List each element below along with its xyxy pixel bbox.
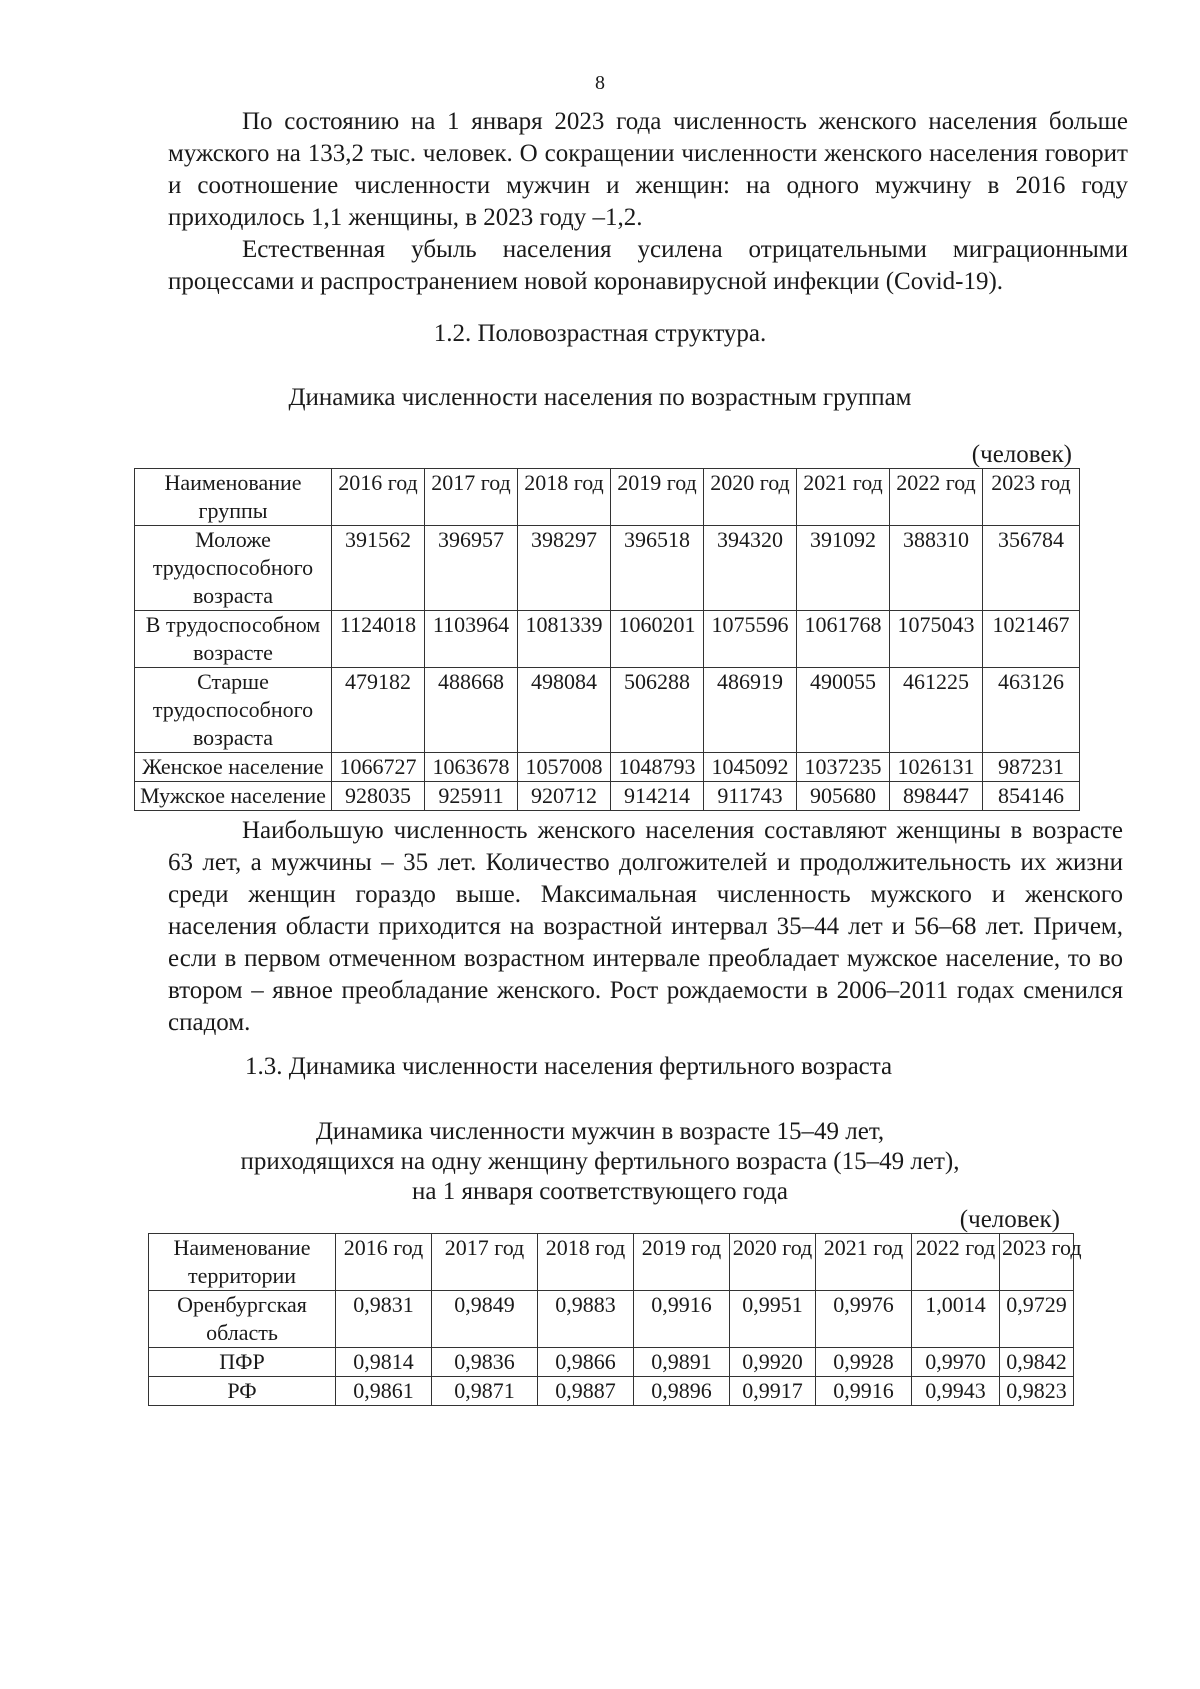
value-cell: 1048793: [611, 753, 704, 782]
value-cell: 914214: [611, 782, 704, 811]
column-header-name: Наименование территории: [149, 1234, 336, 1291]
value-cell: 486919: [704, 668, 797, 753]
row-label-cell: ПФР: [149, 1348, 336, 1377]
page-number: 8: [595, 72, 605, 94]
value-cell: 920712: [518, 782, 611, 811]
column-header-year: 2019 год: [634, 1234, 730, 1291]
column-header-year: 2016 год: [336, 1234, 432, 1291]
value-cell: 1061768: [797, 611, 890, 668]
table-row: [135, 526, 1080, 611]
value-cell: 463126: [983, 668, 1080, 753]
row-label-cell: Оренбургская область: [149, 1291, 336, 1348]
value-cell: 0,9831: [336, 1291, 432, 1348]
value-cell: 1063678: [425, 753, 518, 782]
value-cell: 0,9814: [336, 1348, 432, 1377]
column-header-year: 2019 год: [611, 469, 704, 526]
row-label-cell: РФ: [149, 1377, 336, 1406]
column-header-year: 2017 год: [425, 469, 518, 526]
value-cell: 0,9842: [1000, 1348, 1074, 1377]
column-header-year: 2023 год: [983, 469, 1080, 526]
column-header-year: 2021 год: [797, 469, 890, 526]
value-cell: 394320: [704, 526, 797, 611]
table-row: [149, 1291, 1074, 1348]
value-cell: 498084: [518, 668, 611, 753]
value-cell: 0,9871: [432, 1377, 538, 1406]
table-row: [135, 782, 1080, 811]
value-cell: 391562: [332, 526, 425, 611]
table-row: [135, 753, 1080, 782]
value-cell: 479182: [332, 668, 425, 753]
column-header-year: 2016 год: [332, 469, 425, 526]
column-header-year: 2023 год: [1000, 1234, 1074, 1291]
row-label-cell: Моложе трудоспособного возраста: [135, 526, 332, 611]
value-cell: 1103964: [425, 611, 518, 668]
table-row: [135, 611, 1080, 668]
value-cell: 398297: [518, 526, 611, 611]
column-header-year: 2020 год: [730, 1234, 816, 1291]
row-label-cell: Женское население: [135, 753, 332, 782]
value-cell: 388310: [890, 526, 983, 611]
table2-title-line-3: на 1 января соответствующего года: [412, 1178, 788, 1205]
value-cell: 911743: [704, 782, 797, 811]
value-cell: 1,0014: [912, 1291, 1000, 1348]
table-row: [135, 668, 1080, 753]
value-cell: 506288: [611, 668, 704, 753]
value-cell: 0,9976: [816, 1291, 912, 1348]
value-cell: 1066727: [332, 753, 425, 782]
value-cell: 905680: [797, 782, 890, 811]
value-cell: 1026131: [890, 753, 983, 782]
row-label-cell: Мужское население: [135, 782, 332, 811]
section-1-2-paragraph: Наибольшую численность женского населения составляют женщины в возрасте 63 лет, а мужчины – 35 лет. Количество долгожителей и продолжительность их жизни среди женщин гораздо выше. Максимальная численность мужского и женского населения области приходится на возрастной интервал 35–44 лет и 56–68 лет. Причем, если в первом отмеченном возрастном интервале преобладает мужское население, то во втором – явное преобладание женского. Рост рождаемости в 2006–2011 годах сменился спадом.: [168, 817, 1123, 1036]
table-header-row: [135, 469, 1080, 526]
value-cell: 1081339: [518, 611, 611, 668]
row-label-cell: Старше трудоспособного возраста: [135, 668, 332, 753]
table1-title: Динамика численности населения по возрастным группам: [288, 384, 912, 411]
value-cell: 0,9866: [538, 1348, 634, 1377]
age-groups-table: [134, 468, 1080, 811]
value-cell: 0,9896: [634, 1377, 730, 1406]
value-cell: 0,9928: [816, 1348, 912, 1377]
value-cell: 0,9970: [912, 1348, 1000, 1377]
value-cell: 0,9917: [730, 1377, 816, 1406]
value-cell: 490055: [797, 668, 890, 753]
section-heading-1-2: 1.2. Половозрастная структура.: [433, 320, 767, 347]
value-cell: 0,9951: [730, 1291, 816, 1348]
value-cell: 925911: [425, 782, 518, 811]
value-cell: 0,9943: [912, 1377, 1000, 1406]
column-header-year: 2022 год: [890, 469, 983, 526]
value-cell: 0,9836: [432, 1348, 538, 1377]
fertile-age-table: [148, 1233, 1082, 1406]
value-cell: 391092: [797, 526, 890, 611]
table2-unit: (человек): [959, 1206, 1060, 1233]
value-cell: 1075043: [890, 611, 983, 668]
table-header-row: [149, 1234, 1074, 1291]
column-header-year: 2021 год: [816, 1234, 912, 1291]
value-cell: 0,9823: [1000, 1377, 1074, 1406]
value-cell: 928035: [332, 782, 425, 811]
value-cell: 0,9920: [730, 1348, 816, 1377]
value-cell: 1045092: [704, 753, 797, 782]
value-cell: 1060201: [611, 611, 704, 668]
value-cell: 0,9891: [634, 1348, 730, 1377]
column-header-year: 2017 год: [432, 1234, 538, 1291]
value-cell: 0,9729: [1000, 1291, 1074, 1348]
value-cell: 396518: [611, 526, 704, 611]
value-cell: 461225: [890, 668, 983, 753]
value-cell: 0,9916: [816, 1377, 912, 1406]
section-heading-1-3: 1.3. Динамика численности населения фертильного возраста: [245, 1053, 893, 1080]
value-cell: 0,9849: [432, 1291, 538, 1348]
value-cell: 1021467: [983, 611, 1080, 668]
column-header-year: 2018 год: [538, 1234, 634, 1291]
value-cell: 987231: [983, 753, 1080, 782]
table1-unit: (человек): [971, 441, 1072, 468]
value-cell: 854146: [983, 782, 1080, 811]
value-cell: 396957: [425, 526, 518, 611]
value-cell: 488668: [425, 668, 518, 753]
value-cell: 1075596: [704, 611, 797, 668]
value-cell: 1037235: [797, 753, 890, 782]
value-cell: 356784: [983, 526, 1080, 611]
column-header-year: 2020 год: [704, 469, 797, 526]
table2-title-line-1: Динамика численности мужчин в возрасте 15–49 лет,: [315, 1118, 885, 1145]
intro-paragraph-2: Естественная убыль населения усилена отрицательными миграционными процессами и распространением новой коронавирусной инфекции (Covid-19).: [168, 236, 1128, 295]
value-cell: 0,9861: [336, 1377, 432, 1406]
table-row: [149, 1377, 1074, 1406]
row-label-cell: В трудоспособном возрасте: [135, 611, 332, 668]
column-header-year: 2018 год: [518, 469, 611, 526]
table2-title-line-2: приходящихся на одну женщину фертильного возраста (15–49 лет),: [240, 1148, 960, 1175]
value-cell: 1124018: [332, 611, 425, 668]
column-header-name: Наименование группы: [135, 469, 332, 526]
value-cell: 898447: [890, 782, 983, 811]
table-row: [149, 1348, 1074, 1377]
value-cell: 1057008: [518, 753, 611, 782]
value-cell: 0,9887: [538, 1377, 634, 1406]
intro-paragraph-1: По состоянию на 1 января 2023 года численность женского населения больше мужского на 133,2 тыс. человек. О сокращении численности женского населения говорит и соотношение численности мужчин и женщин: на одного мужчину в 2016 году приходилось 1,1 женщины, в 2023 году –1,2.: [168, 108, 1128, 231]
value-cell: 0,9916: [634, 1291, 730, 1348]
column-header-year: 2022 год: [912, 1234, 1000, 1291]
value-cell: 0,9883: [538, 1291, 634, 1348]
